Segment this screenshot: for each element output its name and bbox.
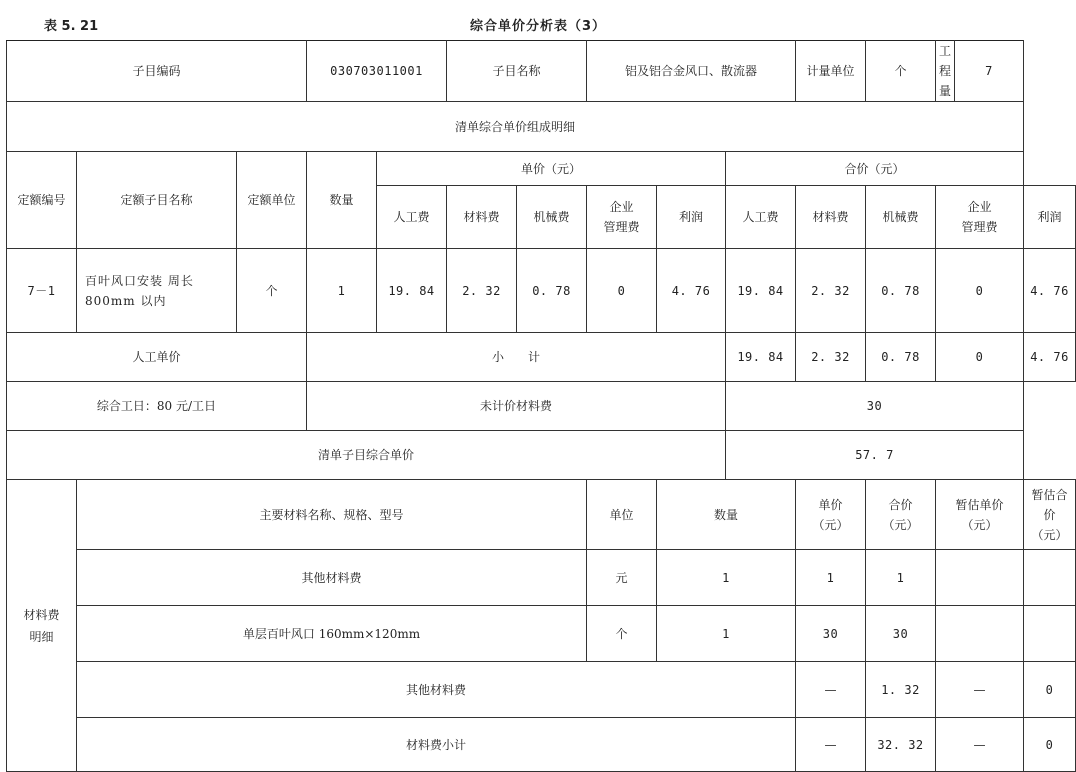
up-machine-header: 机械费 bbox=[517, 186, 587, 249]
mat-est-uprice bbox=[936, 550, 1024, 606]
name-value: 铝及铝合金风口、散流器 bbox=[587, 41, 796, 102]
total-price-header: 合价（元） bbox=[726, 152, 1024, 186]
other-mat-tprice: 1. 32 bbox=[866, 662, 936, 718]
mat-qty-header: 数量 bbox=[657, 480, 796, 550]
other-material-row bbox=[7, 662, 1076, 718]
mat-uprice: 1 bbox=[796, 550, 866, 606]
item-tp-machine: 0. 78 bbox=[866, 249, 936, 333]
item-info-row bbox=[7, 41, 1076, 102]
quota-unit-header: 定额单位 bbox=[237, 152, 307, 249]
subtotal-mgmt: 0 bbox=[936, 333, 1024, 382]
mat-tprice: 30 bbox=[866, 606, 936, 662]
item-tp-profit: 4. 76 bbox=[1024, 249, 1076, 333]
mat-name: 其他材料费 bbox=[77, 550, 587, 606]
quota-name-header: 定额子目名称 bbox=[77, 152, 237, 249]
material-row bbox=[7, 550, 1076, 606]
item-name: 百叶风口安装 周长800mm 以内 bbox=[77, 249, 237, 333]
mat-subtotal-label: 材料费小计 bbox=[77, 718, 796, 772]
quantity-header: 数量 bbox=[307, 152, 377, 249]
mat-est-uprice-header: 暂估单价 （元） bbox=[936, 480, 1024, 550]
mat-subtotal-est-tprice: 0 bbox=[1024, 718, 1076, 772]
subtotal-label: 小 计 bbox=[307, 333, 726, 382]
mat-subtotal-uprice: — bbox=[796, 718, 866, 772]
item-qty: 1 bbox=[307, 249, 377, 333]
other-mat-uprice: — bbox=[796, 662, 866, 718]
quota-item-row bbox=[7, 249, 1076, 333]
composite-row bbox=[7, 431, 1076, 480]
materials-header-row bbox=[7, 480, 1076, 550]
mat-subtotal-est-uprice: — bbox=[936, 718, 1024, 772]
up-profit-header: 利润 bbox=[657, 186, 726, 249]
name-label: 子目名称 bbox=[447, 41, 587, 102]
qty-label: 工程量 bbox=[936, 41, 955, 102]
unpriced-value: 30 bbox=[726, 382, 1024, 431]
material-row bbox=[7, 606, 1076, 662]
tp-mgmt-header: 企业 管理费 bbox=[936, 186, 1024, 249]
mat-qty: 1 bbox=[657, 550, 796, 606]
mat-name: 单层百叶风口 160mm×120mm bbox=[77, 606, 587, 662]
item-tp-material: 2. 32 bbox=[796, 249, 866, 333]
mat-est-tprice bbox=[1024, 550, 1076, 606]
mat-uprice: 30 bbox=[796, 606, 866, 662]
subtotal-machine: 0. 78 bbox=[866, 333, 936, 382]
tp-machine-header: 机械费 bbox=[866, 186, 936, 249]
material-subtotal-row bbox=[7, 718, 1076, 772]
mat-tprice-header: 合价 （元） bbox=[866, 480, 936, 550]
mat-unit: 元 bbox=[587, 550, 657, 606]
unpriced-row bbox=[7, 382, 1076, 431]
composite-value: 57. 7 bbox=[726, 431, 1024, 480]
unit-price-header: 单价（元） bbox=[377, 152, 726, 186]
code-value: 030703011001 bbox=[307, 41, 447, 102]
table-title: 综合单价分析表（3） bbox=[469, 19, 607, 34]
item-tp-labor: 19. 84 bbox=[726, 249, 796, 333]
mat-uprice-header: 单价 （元） bbox=[796, 480, 866, 550]
item-up-machine: 0. 78 bbox=[517, 249, 587, 333]
subtotal-labor: 19. 84 bbox=[726, 333, 796, 382]
mat-est-tprice bbox=[1024, 606, 1076, 662]
workday-rate: 综合工日：80 元/工日 bbox=[7, 382, 307, 431]
up-mgmt-header: 企业 管理费 bbox=[587, 186, 657, 249]
mat-subtotal-tprice: 32. 32 bbox=[866, 718, 936, 772]
item-unit: 个 bbox=[237, 249, 307, 333]
unpriced-label: 未计价材料费 bbox=[307, 382, 726, 431]
item-up-labor: 19. 84 bbox=[377, 249, 447, 333]
mat-qty: 1 bbox=[657, 606, 796, 662]
code-label: 子目编码 bbox=[7, 41, 307, 102]
labor-unit-price-label: 人工单价 bbox=[7, 333, 307, 382]
item-up-material: 2. 32 bbox=[447, 249, 517, 333]
table-header bbox=[0, 12, 1076, 34]
mat-name-header: 主要材料名称、规格、型号 bbox=[77, 480, 587, 550]
item-up-mgmt: 0 bbox=[587, 249, 657, 333]
composite-label: 清单子目综合单价 bbox=[7, 431, 726, 480]
subtotal-profit: 4. 76 bbox=[1024, 333, 1076, 382]
mat-tprice: 1 bbox=[866, 550, 936, 606]
subtotal-row bbox=[7, 333, 1076, 382]
up-material-header: 材料费 bbox=[447, 186, 517, 249]
unit-value: 个 bbox=[866, 41, 936, 102]
unit-label: 计量单位 bbox=[796, 41, 866, 102]
item-tp-mgmt: 0 bbox=[936, 249, 1024, 333]
item-no: 7－1 bbox=[7, 249, 77, 333]
mat-unit: 个 bbox=[587, 606, 657, 662]
mat-unit-header: 单位 bbox=[587, 480, 657, 550]
mat-est-uprice bbox=[936, 606, 1024, 662]
tp-labor-header: 人工费 bbox=[726, 186, 796, 249]
other-mat-label: 其他材料费 bbox=[77, 662, 796, 718]
composition-title: 清单综合单价组成明细 bbox=[7, 102, 1024, 152]
item-up-profit: 4. 76 bbox=[657, 249, 726, 333]
unit-price-analysis-table bbox=[6, 40, 1076, 772]
subtotal-material: 2. 32 bbox=[796, 333, 866, 382]
up-labor-header: 人工费 bbox=[377, 186, 447, 249]
other-mat-est-uprice: — bbox=[936, 662, 1024, 718]
quota-no-header: 定额编号 bbox=[7, 152, 77, 249]
tp-profit-header: 利润 bbox=[1024, 186, 1076, 249]
materials-section-label: 材料费 明细 bbox=[7, 480, 77, 772]
mat-est-tprice-header: 暂估合价 （元） bbox=[1024, 480, 1076, 550]
table-number: 表 5. 21 bbox=[44, 19, 99, 34]
qty-value: 7 bbox=[955, 41, 1024, 102]
tp-material-header: 材料费 bbox=[796, 186, 866, 249]
other-mat-est-tprice: 0 bbox=[1024, 662, 1076, 718]
